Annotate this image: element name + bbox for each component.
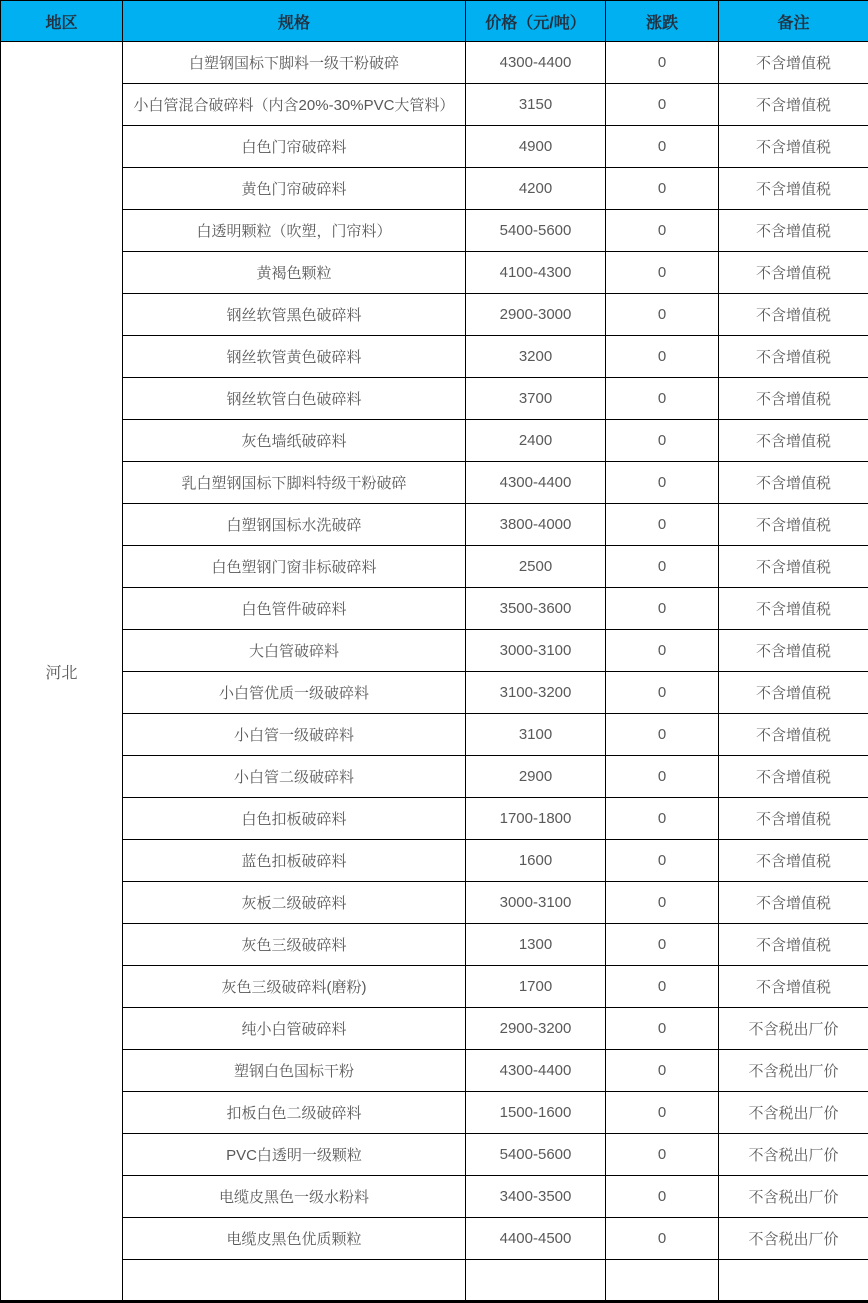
remark-cell: 不含增值税 (719, 924, 868, 966)
table-row (1, 714, 868, 756)
spec-cell: 钢丝软管白色破碎料 (123, 378, 466, 420)
remark-cell: 不含税出厂价 (719, 1008, 868, 1050)
spec-cell: 电缆皮黑色一级水粉料 (123, 1176, 466, 1218)
remark-cell: 不含增值税 (719, 252, 868, 294)
table-row (1, 1092, 868, 1134)
table-row (1, 210, 868, 252)
change-cell: 0 (606, 84, 719, 126)
price-cell: 3100-3200 (466, 672, 606, 714)
remark-cell: 不含税出厂价 (719, 1176, 868, 1218)
spec-cell: 灰板二级破碎料 (123, 882, 466, 924)
price-cell: 4100-4300 (466, 252, 606, 294)
price-cell: 4400-4500 (466, 1218, 606, 1260)
remark-cell: 不含增值税 (719, 168, 868, 210)
change-cell: 0 (606, 672, 719, 714)
table-row (1, 1134, 868, 1176)
change-cell: 0 (606, 882, 719, 924)
spec-cell: 蓝色扣板破碎料 (123, 840, 466, 882)
price-cell: 4300-4400 (466, 42, 606, 84)
remark-cell: 不含增值税 (719, 210, 868, 252)
remark-cell: 不含增值税 (719, 798, 868, 840)
change-cell: 0 (606, 420, 719, 462)
spec-cell: 小白管一级破碎料 (123, 714, 466, 756)
table-row (1, 546, 868, 588)
change-cell: 0 (606, 42, 719, 84)
table-row (1, 588, 868, 630)
spec-cell: 电缆皮黑色优质颗粒 (123, 1218, 466, 1260)
spec-cell: 钢丝软管黄色破碎料 (123, 336, 466, 378)
change-cell: 0 (606, 966, 719, 1008)
table-row (1, 966, 868, 1008)
remark-cell: 不含税出厂价 (719, 1092, 868, 1134)
table-row (1, 420, 868, 462)
table-row (1, 84, 868, 126)
remark-cell: 不含增值税 (719, 630, 868, 672)
header-row (1, 1, 868, 42)
header-cell-price: 价格（元/吨） (466, 1, 606, 42)
price-table-body (1, 42, 868, 1302)
change-cell: 0 (606, 798, 719, 840)
price-cell: 2400 (466, 420, 606, 462)
remark-cell: 不含增值税 (719, 546, 868, 588)
change-cell (606, 1260, 719, 1302)
change-cell: 0 (606, 462, 719, 504)
change-cell: 0 (606, 756, 719, 798)
price-cell (466, 1260, 606, 1302)
price-cell: 4300-4400 (466, 462, 606, 504)
price-table-header (1, 1, 868, 42)
spec-cell: 乳白塑钢国标下脚料特级干粉破碎 (123, 462, 466, 504)
table-row (1, 672, 868, 714)
remark-cell: 不含增值税 (719, 462, 868, 504)
header-cell-remark: 备注 (719, 1, 868, 42)
spec-cell: 白色门帘破碎料 (123, 126, 466, 168)
price-cell: 5400-5600 (466, 210, 606, 252)
change-cell: 0 (606, 504, 719, 546)
table-row (1, 168, 868, 210)
spec-cell: PVC白透明一级颗粒 (123, 1134, 466, 1176)
price-cell: 1600 (466, 840, 606, 882)
change-cell: 0 (606, 1050, 719, 1092)
remark-cell: 不含增值税 (719, 336, 868, 378)
remark-cell: 不含税出厂价 (719, 1134, 868, 1176)
price-cell: 2900 (466, 756, 606, 798)
table-row (1, 42, 868, 84)
table-row (1, 882, 868, 924)
table-row (1, 1050, 868, 1092)
region-cell: 河北 (1, 42, 123, 1302)
remark-cell: 不含增值税 (719, 504, 868, 546)
spec-cell: 灰色三级破碎料(磨粉) (123, 966, 466, 1008)
price-cell: 1300 (466, 924, 606, 966)
remark-cell: 不含增值税 (719, 294, 868, 336)
price-cell: 3000-3100 (466, 630, 606, 672)
table-row (1, 504, 868, 546)
remark-cell: 不含增值税 (719, 882, 868, 924)
spec-cell: 大白管破碎料 (123, 630, 466, 672)
spec-cell: 小白管优质一级破碎料 (123, 672, 466, 714)
spec-cell: 小白管二级破碎料 (123, 756, 466, 798)
table-row (1, 1218, 868, 1260)
remark-cell: 不含增值税 (719, 672, 868, 714)
header-cell-spec: 规格 (123, 1, 466, 42)
price-cell: 3000-3100 (466, 882, 606, 924)
spec-cell: 小白管混合破碎料（内含20%-30%PVC大管料） (123, 84, 466, 126)
table-row (1, 294, 868, 336)
price-cell: 1700-1800 (466, 798, 606, 840)
spec-cell: 塑钢白色国标干粉 (123, 1050, 466, 1092)
spec-cell: 白塑钢国标下脚料一级干粉破碎 (123, 42, 466, 84)
remark-cell: 不含税出厂价 (719, 1050, 868, 1092)
change-cell: 0 (606, 1176, 719, 1218)
table-row (1, 630, 868, 672)
price-cell: 4900 (466, 126, 606, 168)
remark-cell: 不含增值税 (719, 84, 868, 126)
header-cell-change: 涨跌 (606, 1, 719, 42)
table-row (1, 924, 868, 966)
change-cell: 0 (606, 588, 719, 630)
price-cell: 3100 (466, 714, 606, 756)
spec-cell: 白色扣板破碎料 (123, 798, 466, 840)
table-row (1, 252, 868, 294)
spec-cell: 白色塑钢门窗非标破碎料 (123, 546, 466, 588)
change-cell: 0 (606, 294, 719, 336)
spec-cell: 灰色墙纸破碎料 (123, 420, 466, 462)
remark-cell: 不含增值税 (719, 420, 868, 462)
price-cell: 3700 (466, 378, 606, 420)
table-row-empty (1, 1260, 868, 1302)
spec-cell: 白塑钢国标水洗破碎 (123, 504, 466, 546)
spec-cell: 白透明颗粒（吹塑，门帘料） (123, 210, 466, 252)
price-cell: 3500-3600 (466, 588, 606, 630)
remark-cell: 不含税出厂价 (719, 1218, 868, 1260)
price-cell: 1500-1600 (466, 1092, 606, 1134)
change-cell: 0 (606, 336, 719, 378)
change-cell: 0 (606, 1134, 719, 1176)
table-row (1, 336, 868, 378)
change-cell: 0 (606, 1092, 719, 1134)
change-cell: 0 (606, 924, 719, 966)
change-cell: 0 (606, 714, 719, 756)
price-cell: 3150 (466, 84, 606, 126)
price-cell: 4300-4400 (466, 1050, 606, 1092)
spec-cell: 钢丝软管黑色破碎料 (123, 294, 466, 336)
change-cell: 0 (606, 168, 719, 210)
price-cell: 4200 (466, 168, 606, 210)
price-cell: 1700 (466, 966, 606, 1008)
price-cell: 3200 (466, 336, 606, 378)
table-row (1, 1176, 868, 1218)
spec-cell (123, 1260, 466, 1302)
change-cell: 0 (606, 1008, 719, 1050)
header-cell-region: 地区 (1, 1, 123, 42)
table-row (1, 462, 868, 504)
remark-cell: 不含增值税 (719, 42, 868, 84)
change-cell: 0 (606, 252, 719, 294)
price-cell: 5400-5600 (466, 1134, 606, 1176)
table-row (1, 840, 868, 882)
table-row (1, 798, 868, 840)
spec-cell: 黄褐色颗粒 (123, 252, 466, 294)
spec-cell: 白色管件破碎料 (123, 588, 466, 630)
change-cell: 0 (606, 630, 719, 672)
table-row (1, 378, 868, 420)
remark-cell: 不含增值税 (719, 756, 868, 798)
spec-cell: 黄色门帘破碎料 (123, 168, 466, 210)
spec-cell: 纯小白管破碎料 (123, 1008, 466, 1050)
spec-cell: 扣板白色二级破碎料 (123, 1092, 466, 1134)
remark-cell: 不含增值税 (719, 840, 868, 882)
price-cell: 2900-3200 (466, 1008, 606, 1050)
change-cell: 0 (606, 840, 719, 882)
table-row (1, 126, 868, 168)
change-cell: 0 (606, 210, 719, 252)
price-cell: 3800-4000 (466, 504, 606, 546)
remark-cell: 不含增值税 (719, 378, 868, 420)
remark-cell: 不含增值税 (719, 126, 868, 168)
change-cell: 0 (606, 546, 719, 588)
remark-cell: 不含增值税 (719, 966, 868, 1008)
table-row (1, 756, 868, 798)
price-cell: 3400-3500 (466, 1176, 606, 1218)
remark-cell (719, 1260, 868, 1302)
change-cell: 0 (606, 126, 719, 168)
change-cell: 0 (606, 378, 719, 420)
table-row (1, 1008, 868, 1050)
price-cell: 2900-3000 (466, 294, 606, 336)
spec-cell: 灰色三级破碎料 (123, 924, 466, 966)
remark-cell: 不含增值税 (719, 588, 868, 630)
change-cell: 0 (606, 1218, 719, 1260)
remark-cell: 不含增值税 (719, 714, 868, 756)
price-cell: 2500 (466, 546, 606, 588)
